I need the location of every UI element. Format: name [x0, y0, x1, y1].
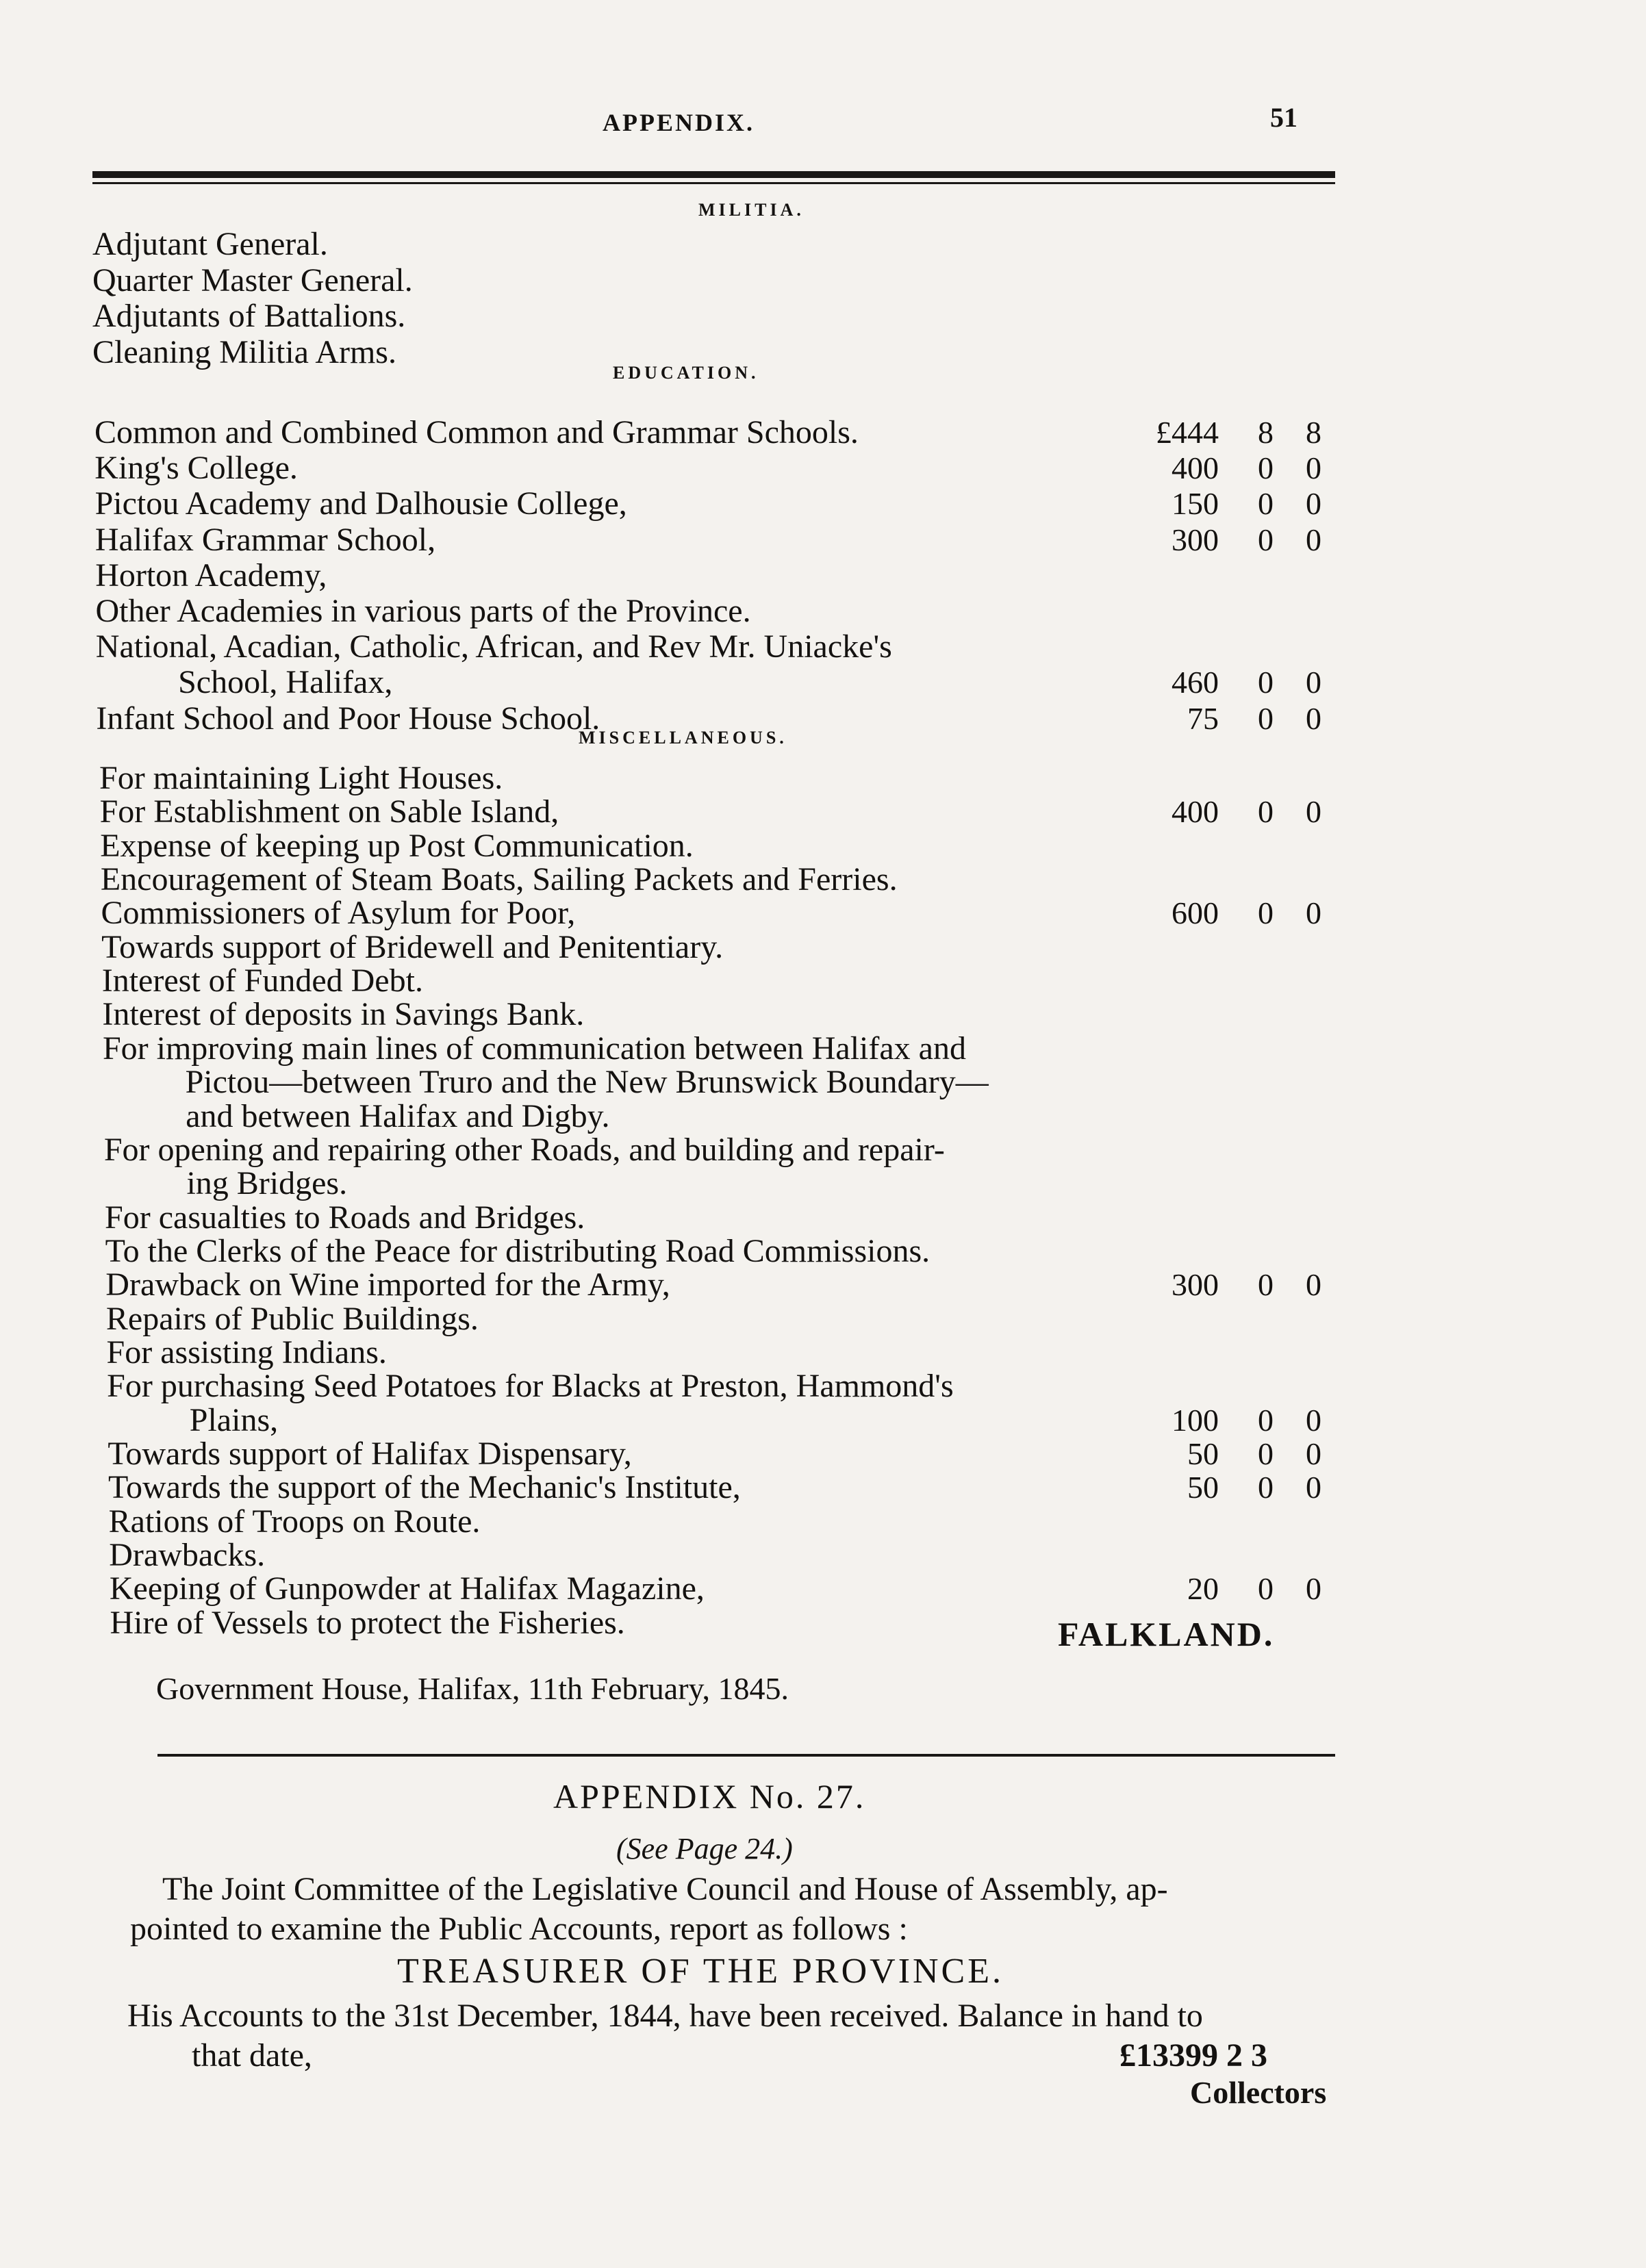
item-label: For casualties to Roads and Bridges. [105, 1199, 585, 1236]
item-label: ing Bridges. [186, 1165, 348, 1202]
list-item [0, 1301, 1646, 1338]
item-amount [1123, 1266, 1328, 1303]
item-label: Towards support of Bridewell and Penitentiary. [101, 928, 724, 965]
list-item [0, 557, 1646, 594]
amount-pence: 8 [1306, 415, 1321, 450]
item-label: For maintaining Light Houses. [99, 760, 503, 796]
section-heading: MILITIA. [698, 200, 805, 220]
running-header: APPENDIX. [603, 109, 755, 136]
amount-shillings: 0 [1258, 1470, 1274, 1505]
amount-shillings: 0 [1258, 1436, 1274, 1471]
item-amount [1123, 414, 1328, 451]
section-heading: MISCELLANEOUS. [579, 728, 787, 748]
item-label: For assisting Indians. [106, 1334, 387, 1371]
amount-pounds: 100 [1172, 1402, 1219, 1438]
amount-pence: 0 [1306, 1436, 1321, 1471]
list-item [0, 828, 1646, 865]
amount-pence: 0 [1306, 1402, 1321, 1438]
item-label: Hire of Vessels to protect the Fisheries. [110, 1604, 625, 1641]
list-item [0, 1098, 1646, 1135]
list-item [0, 1402, 1646, 1439]
item-label: Adjutant General. [92, 226, 328, 262]
item-label: Pictou Academy and Dalhousie College, [94, 485, 627, 522]
item-label: For improving main lines of communication between Halifax and [102, 1030, 966, 1067]
item-label: For opening and repairing other Roads, and building and repair- [103, 1131, 945, 1168]
list-item [0, 996, 1646, 1033]
list-item [0, 628, 1646, 665]
appendix-title: APPENDIX No. 27. [553, 1777, 866, 1815]
list-item [0, 1233, 1646, 1270]
item-amount [1123, 700, 1328, 737]
item-label: For Establishment on Sable Island, [99, 793, 559, 830]
item-label: Other Academies in various parts of the Province. [95, 593, 751, 629]
amount-shillings: 0 [1258, 794, 1274, 830]
amount-pounds: £444 [1156, 415, 1219, 450]
list-item [0, 262, 1646, 299]
list-item [0, 1132, 1646, 1169]
item-amount [1123, 1436, 1328, 1473]
item-label: Towards support of Halifax Dispensary, [107, 1436, 632, 1472]
item-label: Keeping of Gunpowder at Halifax Magazine, [109, 1570, 705, 1607]
item-label: Plains, [189, 1401, 279, 1438]
item-label: Infant School and Poor House School. [96, 700, 600, 737]
signature: FALKLAND. [1058, 1615, 1275, 1653]
item-label: and between Halifax and Digby. [186, 1097, 610, 1134]
list-item [0, 895, 1646, 932]
item-label: School, Halifax, [178, 664, 393, 701]
item-label: King's College. [94, 450, 298, 487]
item-label: Adjutants of Battalions. [92, 298, 406, 335]
list-item [0, 1537, 1646, 1574]
item-amount [1123, 1469, 1328, 1506]
amount-shillings: 0 [1258, 700, 1274, 736]
list-item [0, 1199, 1646, 1236]
list-item [0, 522, 1646, 559]
list-item [0, 226, 1646, 263]
list-item [0, 1165, 1646, 1202]
item-label: Expense of keeping up Post Communication. [100, 827, 694, 864]
amount-shillings: 0 [1258, 895, 1274, 931]
item-label: For purchasing Seed Potatoes for Blacks at Preston, Hammond's [107, 1368, 954, 1405]
list-item [0, 1064, 1646, 1101]
item-label: To the Clerks of the Peace for distributing Road Commissions. [105, 1232, 930, 1269]
header-rule-thick [92, 171, 1335, 178]
item-amount [1123, 793, 1328, 830]
accounts-line-1: His Accounts to the 31st December, 1844, have been received. Balance in hand to [127, 1998, 1203, 2034]
amount-pounds: 460 [1172, 665, 1219, 700]
amount-pence: 0 [1306, 486, 1321, 522]
amount-pounds: 75 [1187, 700, 1219, 736]
list-item [0, 861, 1646, 898]
item-label: Interest of Funded Debt. [101, 963, 423, 999]
list-item [0, 664, 1646, 701]
amount-pounds: 300 [1172, 1267, 1219, 1303]
amount-shillings: 0 [1258, 486, 1274, 522]
list-item [0, 485, 1646, 522]
page-number: 51 [1270, 102, 1297, 133]
balance-amount: £13399 2 3 [1119, 2037, 1267, 2074]
amount-pounds: 400 [1172, 794, 1219, 830]
item-label: Quarter Master General. [92, 262, 413, 298]
list-item [0, 1266, 1646, 1303]
item-label: Interest of deposits in Savings Bank. [102, 996, 585, 1033]
amount-shillings: 0 [1258, 450, 1274, 486]
committee-paragraph-line-2: pointed to examine the Public Accounts, report as follows : [130, 1911, 908, 1947]
see-page-note: (See Page 24.) [616, 1832, 793, 1865]
item-label: Commissioners of Asylum for Poor, [101, 895, 576, 932]
item-label: Pictou—between Truro and the New Brunswick Boundary— [185, 1064, 989, 1101]
section-heading: EDUCATION. [613, 363, 759, 383]
amount-pence: 0 [1306, 895, 1321, 931]
amount-pounds: 600 [1172, 895, 1219, 931]
amount-shillings: 0 [1258, 1402, 1274, 1438]
committee-paragraph-line-1: The Joint Committee of the Legislative Council and House of Assembly, ap- [162, 1871, 1168, 1907]
amount-shillings: 0 [1258, 665, 1274, 700]
amount-shillings: 8 [1258, 415, 1274, 450]
amount-pence: 0 [1306, 700, 1321, 736]
item-label: Encouragement of Steam Boats, Sailing Packets and Ferries. [100, 861, 898, 898]
collectors-label: Collectors [1190, 2075, 1327, 2110]
accounts-line-2: that date, [192, 2037, 312, 2074]
item-amount [1123, 522, 1328, 559]
item-label: Drawbacks. [109, 1537, 266, 1574]
item-amount [1123, 1570, 1328, 1607]
list-item [0, 1605, 1646, 1642]
amount-shillings: 0 [1258, 522, 1274, 557]
amount-pence: 0 [1306, 1267, 1321, 1303]
list-item [0, 793, 1646, 830]
item-label: Cleaning Militia Arms. [92, 333, 396, 370]
item-amount [1123, 1402, 1328, 1439]
dateline: Government House, Halifax, 11th February, 1845. [156, 1671, 789, 1706]
list-item [0, 298, 1646, 335]
amount-pence: 0 [1306, 665, 1321, 700]
amount-pounds: 50 [1187, 1470, 1219, 1505]
list-item [0, 760, 1646, 797]
item-label: Drawback on Wine imported for the Army, [105, 1266, 670, 1303]
amount-pence: 0 [1306, 450, 1321, 486]
list-item [0, 700, 1646, 737]
amount-pence: 0 [1306, 522, 1321, 557]
list-item [0, 1436, 1646, 1473]
list-item [0, 1368, 1646, 1405]
list-item [0, 963, 1646, 999]
amount-shillings: 0 [1258, 1267, 1274, 1303]
amount-pence: 0 [1306, 794, 1321, 830]
list-item [0, 1030, 1646, 1067]
item-label: Common and Combined Common and Grammar Schools. [94, 414, 859, 450]
header-rule-thin [92, 182, 1335, 184]
list-item [0, 1503, 1646, 1540]
item-amount [1123, 895, 1328, 932]
amount-pounds: 20 [1187, 1571, 1219, 1607]
item-amount [1123, 485, 1328, 522]
item-label: Horton Academy, [95, 557, 327, 594]
list-item [0, 929, 1646, 966]
amount-pounds: 300 [1172, 522, 1219, 557]
list-item [0, 450, 1646, 487]
list-item [0, 1469, 1646, 1506]
item-amount [1123, 664, 1328, 701]
amount-shillings: 0 [1258, 1571, 1274, 1607]
amount-pounds: 150 [1172, 486, 1219, 522]
list-item [0, 593, 1646, 630]
list-item [0, 414, 1646, 451]
amount-pounds: 400 [1172, 450, 1219, 486]
amount-pence: 0 [1306, 1571, 1321, 1607]
item-label: Repairs of Public Buildings. [105, 1300, 479, 1337]
amount-pence: 0 [1306, 1470, 1321, 1505]
item-label: Halifax Grammar School, [94, 521, 436, 558]
list-item [0, 1570, 1646, 1607]
item-amount [1123, 450, 1328, 487]
item-label: National, Acadian, Catholic, African, and Rev Mr. Uniacke's [95, 628, 892, 665]
list-item [0, 334, 1646, 371]
item-label: Towards the support of the Mechanic's Institute, [108, 1469, 741, 1506]
item-label: Rations of Troops on Route. [108, 1503, 481, 1540]
amount-pounds: 50 [1187, 1436, 1219, 1471]
treasurer-heading: TREASURER OF THE PROVINCE. [397, 1952, 1004, 1991]
section-rule [157, 1754, 1335, 1757]
list-item [0, 1334, 1646, 1371]
